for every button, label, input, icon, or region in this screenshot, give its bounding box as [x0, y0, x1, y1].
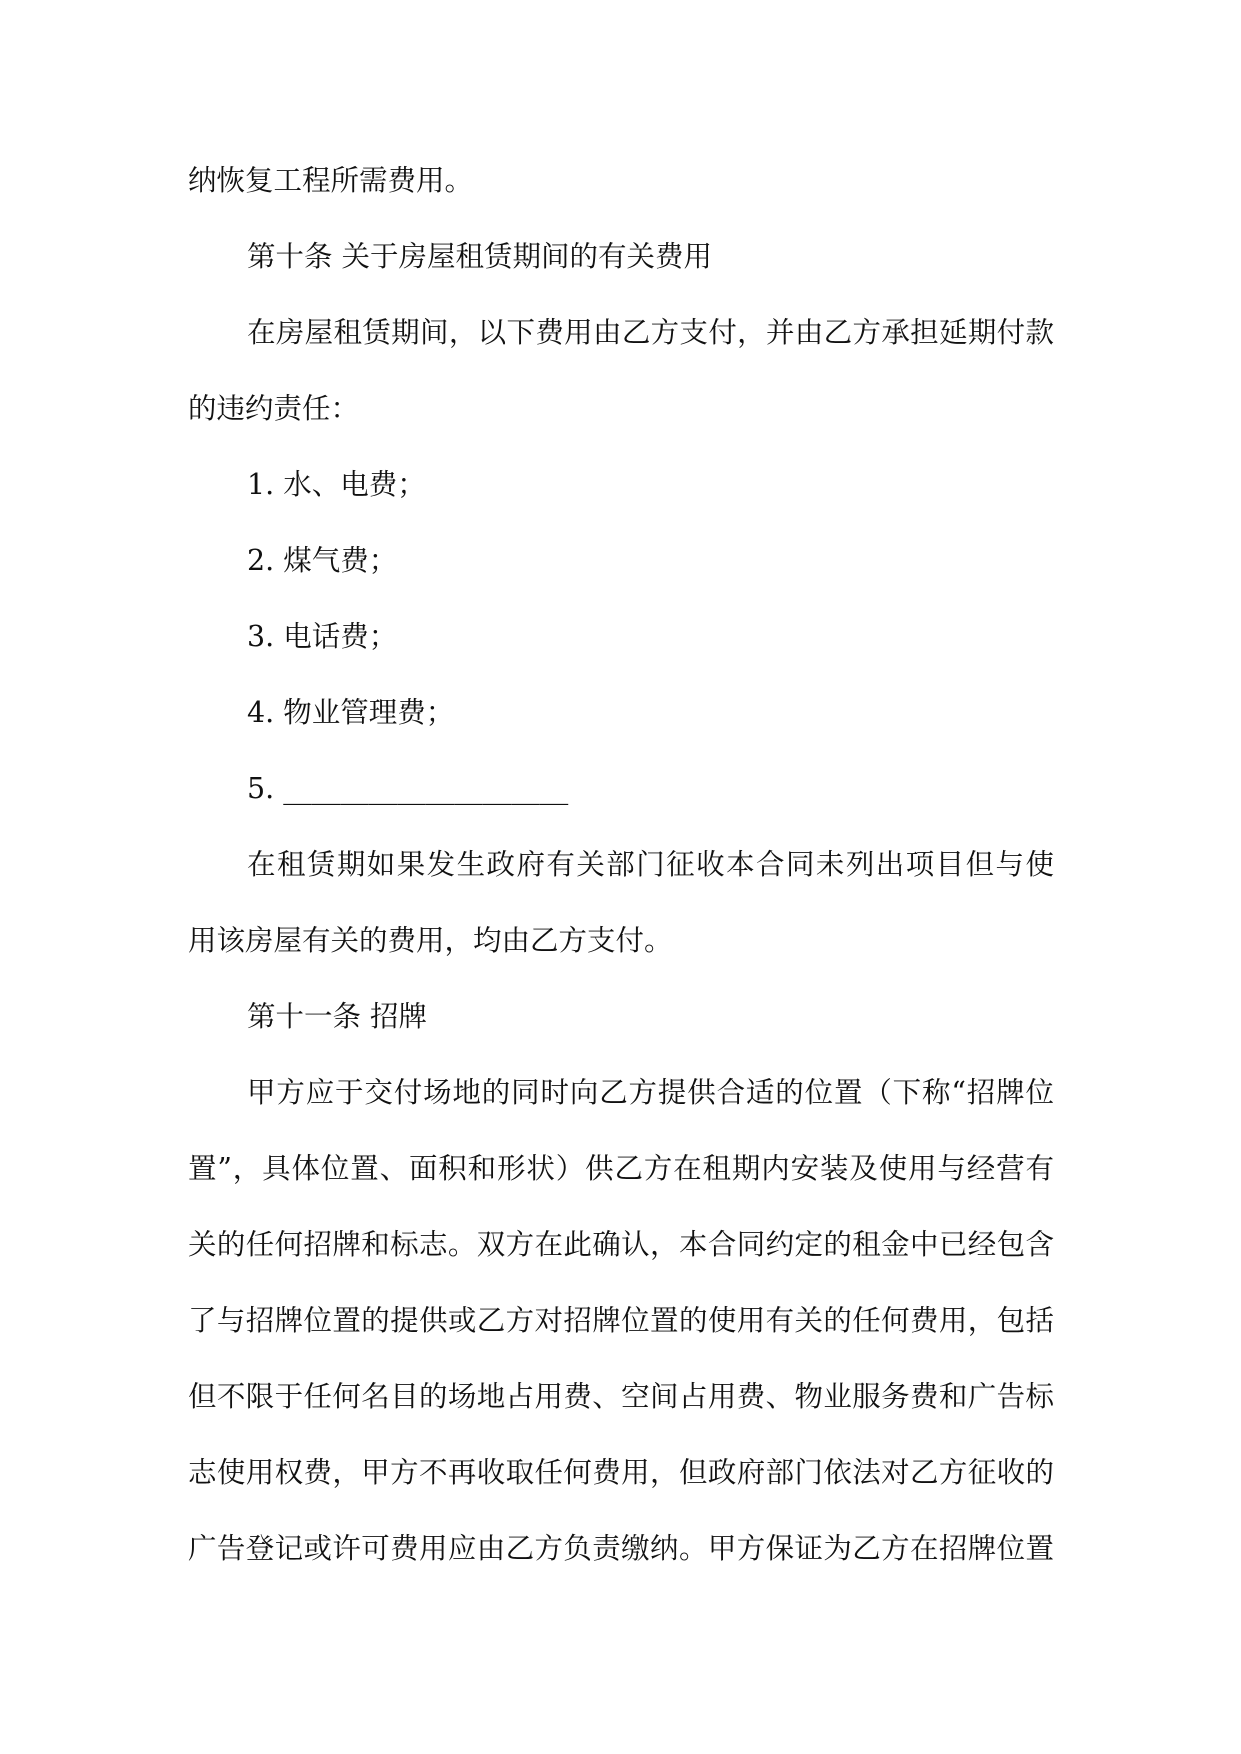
text-line: 志使用权费，甲方不再收取任何费用，但政府部门依法对乙方征收的: [188, 1456, 1054, 1489]
text-line: 用该房屋有关的费用，均由乙方支付。: [188, 924, 673, 957]
section-heading: 第十条 关于房屋租赁期间的有关费用: [247, 240, 713, 273]
text-line: 广告登记或许可费用应由乙方负责缴纳。甲方保证为乙方在招牌位置: [188, 1532, 1054, 1565]
section-heading: 第十一条 招牌: [247, 1000, 428, 1033]
text-line: 置”，具体位置、面积和形状）供乙方在租期内安装及使用与经营有: [188, 1152, 1054, 1185]
list-item: 4. 物业管理费；: [247, 696, 455, 729]
text-line: 了与招牌位置的提供或乙方对招牌位置的使用有关的任何费用，包括: [188, 1304, 1054, 1337]
text-line: 在租赁期如果发生政府有关部门征收本合同未列出项目但与使: [247, 848, 1054, 881]
list-item: 3. 电话费；: [247, 620, 398, 653]
text-line: 甲方应于交付场地的同时向乙方提供合适的位置（下称“招牌位: [247, 1076, 1054, 1109]
text-line: 关的任何招牌和标志。双方在此确认，本合同约定的租金中已经包含: [188, 1228, 1054, 1261]
text-line: 但不限于任何名目的场地占用费、空间占用费、物业服务费和广告标: [188, 1380, 1054, 1413]
text-line: 纳恢复工程所需费用。: [188, 164, 474, 197]
document-body: [188, 143, 1054, 1587]
text-line: 在房屋租赁期间，以下费用由乙方支付，并由乙方承担延期付款: [247, 316, 1054, 349]
list-item: 1. 水、电费；: [247, 468, 426, 501]
list-item-blank: 5. ____________________: [247, 772, 569, 805]
text-line: 的违约责任：: [188, 392, 360, 425]
list-item: 2. 煤气费；: [247, 544, 398, 577]
